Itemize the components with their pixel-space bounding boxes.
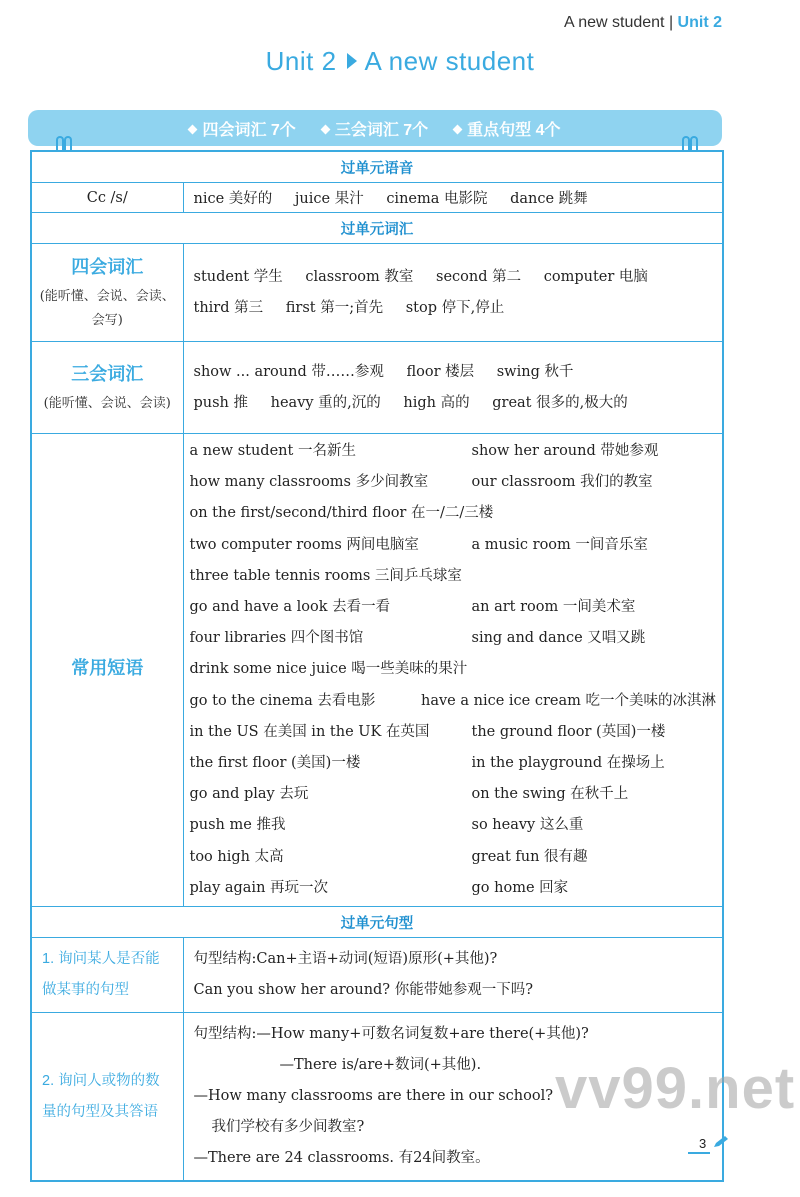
phrase: two computer rooms 两间电脑室 (189, 536, 419, 553)
q1-label: 1. 询问某人是否能做某事的句型 (31, 938, 183, 1013)
vocab-word: computer 电脑 (543, 268, 648, 285)
q1-content (183, 938, 723, 1013)
banner-item (322, 117, 428, 140)
vocab-word: great 很多的,极大的 (492, 394, 628, 411)
vocab-line (194, 293, 713, 324)
phrase-row (190, 436, 717, 467)
phrase: four libraries 四个图书馆 (189, 630, 364, 647)
phrase: go home 回家 (471, 879, 569, 896)
sentences-heading-row (31, 907, 723, 938)
phonics-row (31, 183, 723, 213)
running-head (564, 14, 722, 32)
vocab-line (194, 357, 713, 388)
three-skills-words (183, 342, 723, 434)
phrase-row (190, 717, 717, 748)
vocab-word: swing 秋千 (496, 363, 574, 380)
vocab-word: stop 停下,停止 (405, 299, 505, 316)
page-number: 3 (699, 1136, 707, 1151)
phrase: drink some nice juice 喝一些美味的果汁 (189, 661, 468, 678)
four-skills-note: (能听懂、会说、会读、会写) (39, 288, 175, 328)
four-skills-words (183, 244, 723, 342)
play-arrow-icon (347, 53, 357, 69)
banner-item-text: 重点句型 4个 (467, 121, 561, 139)
phrase: show her around 带她参观 (471, 443, 659, 459)
pencil-icon (712, 1135, 730, 1149)
q1-example: Can you show her around? 你能带她参观一下吗? (193, 982, 533, 999)
phrase: our classroom 我们的教室 (471, 474, 653, 491)
phrase-row (190, 530, 717, 561)
phonics-sound: Cc /s/ (31, 183, 183, 213)
phrase: an art room 一间美术室 (471, 599, 636, 616)
q2-structure1: 句型结构:—How many+可数名词复数+are there(+其他)? (193, 1026, 589, 1043)
phrases-row (31, 434, 723, 907)
sentences-heading: 过单元句型 (31, 907, 723, 938)
three-skills-note: (能听懂、会说、会读) (43, 395, 171, 411)
phrase: a music room 一间音乐室 (471, 536, 648, 553)
four-skills-label-cell (31, 244, 183, 342)
summary-banner (28, 110, 722, 146)
four-skills-label: 四会词汇 (71, 256, 144, 277)
q2-label: 2. 询问人或物的数量的句型及其答语 (31, 1013, 183, 1182)
vocab-word: high 高的 (403, 394, 470, 411)
page-title (0, 46, 800, 77)
phrase: how many classrooms 多少间教室 (189, 474, 429, 491)
phrases-list (183, 434, 723, 907)
phrase: on the swing 在秋千上 (471, 786, 629, 803)
phrase-row (190, 686, 717, 717)
phrase: go and play 去玩 (189, 786, 309, 803)
title-lesson: A new student (364, 46, 535, 76)
vocab-word: student 学生 (193, 268, 283, 285)
phrase: in the playground 在操场上 (471, 755, 665, 772)
vocab-word: second 第二 (436, 268, 522, 285)
q2-structure2: —There is/are+数词(+其他). (279, 1057, 482, 1074)
q2-example1-cn: 我们学校有多少间教室? (211, 1119, 365, 1136)
vocab-word: floor 楼层 (406, 363, 475, 380)
phrase-row (190, 654, 717, 685)
phrase: on the first/second/third floor 在一/二/三楼 (189, 505, 494, 522)
phrase: go to the cinema 去看电影 (189, 692, 376, 709)
phrase-row (190, 498, 717, 529)
vocab-line (194, 262, 713, 293)
phrases-label-cell (31, 434, 183, 907)
phrase: too high 太高 (189, 848, 284, 865)
vocab-heading: 过单元词汇 (31, 213, 723, 244)
phonics-words (183, 183, 723, 213)
three-skills-label: 三会词汇 (71, 363, 144, 384)
phrase-row (190, 779, 717, 810)
diamond-icon (453, 124, 463, 134)
banner-item-text: 四会词汇 7个 (202, 121, 296, 139)
phrases-label: 常用短语 (71, 658, 144, 679)
vocab-word: show ... around 带……参观 (193, 363, 384, 380)
q1-structure: 句型结构:Can+主语+动词(短语)原形(+其他)? (193, 951, 498, 968)
banner-item-text: 三会词汇 7个 (334, 121, 429, 139)
diamond-icon (320, 124, 330, 134)
vocab-word: heavy 重的,沉的 (270, 394, 381, 411)
running-head-title: A new student (563, 14, 665, 31)
banner-item (189, 117, 295, 140)
phonics-heading-row (31, 151, 723, 183)
phrase: push me 推我 (189, 817, 286, 834)
phrase: sing and dance 又唱又跳 (471, 630, 646, 647)
running-head-unit: Unit 2 (677, 14, 722, 31)
phrase: the first floor (美国)一楼 (189, 755, 361, 772)
phonics-word: juice 果汁 (294, 191, 364, 207)
vocab-word: third 第三 (193, 299, 264, 316)
vocab-heading-row (31, 213, 723, 244)
phrase-row (190, 623, 717, 654)
running-head-separator: | (664, 14, 678, 31)
q1-row (31, 938, 723, 1013)
phrase-row (190, 561, 717, 592)
vocab-word: classroom 教室 (305, 268, 414, 285)
phrase-row (190, 748, 717, 779)
phrase: a new student 一名新生 (189, 443, 356, 459)
title-unit: Unit 2 (265, 46, 337, 76)
phonics-word: nice 美好的 (193, 191, 273, 207)
q2-example1: —How many classrooms are there in our school? (193, 1088, 554, 1105)
phrase: in the US 在美国 in the UK 在英国 (189, 723, 430, 740)
three-skills-label-cell (31, 342, 183, 434)
vocab-word: first 第一;首先 (285, 299, 384, 316)
unit-summary-table (30, 150, 724, 1182)
phrase: three table tennis rooms 三间乒乓球室 (189, 567, 462, 584)
banner-item (454, 117, 560, 140)
phrase-row (190, 467, 717, 498)
vocab-line (194, 388, 713, 419)
phonics-word: cinema 电影院 (386, 191, 488, 207)
phrase: have a nice ice cream 吃一个美味的冰淇淋 (421, 692, 716, 709)
phrase: great fun 很有趣 (471, 848, 588, 865)
phrase: play again 再玩一次 (189, 879, 329, 896)
vocab-word: push 推 (193, 394, 249, 411)
q2-example2: —There are 24 classrooms. 有24间教室。 (193, 1150, 490, 1167)
diamond-icon (188, 124, 198, 134)
page-number-rule (688, 1152, 710, 1154)
phrase-row (190, 842, 717, 873)
phonics-word: dance 跳舞 (510, 191, 588, 207)
phrase: the ground floor (英国)一楼 (471, 723, 666, 740)
three-skills-row (31, 342, 723, 434)
phrase-row (190, 810, 717, 841)
watermark: vv99.net (555, 1056, 796, 1121)
phrase-row (190, 873, 717, 904)
phrase: so heavy 这么重 (471, 817, 584, 834)
phrase: go and have a look 去看一看 (189, 599, 391, 616)
four-skills-row (31, 244, 723, 342)
phrase-row (190, 592, 717, 623)
phonics-heading: 过单元语音 (31, 151, 723, 183)
